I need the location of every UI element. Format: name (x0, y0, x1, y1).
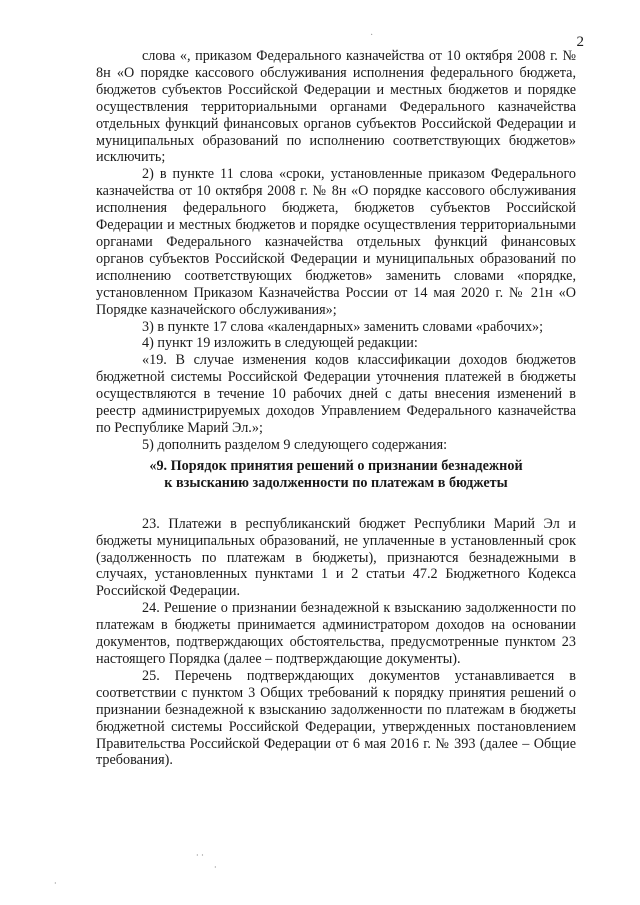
section-heading-line-2: к взысканию задолженности по платежам в бюджеты (164, 474, 508, 491)
paragraph-point-19: «19. В случае изменения кодов классификации доходов бюджетов бюджетной системы Российской Федерации уточнения платежей в бюджеты осуществляются в течение 10 рабочих дней с даты внесения изменений в реестр администрируемых доходов Управлением Федерального казначейства по Республике Марий Эл.»; (96, 352, 576, 436)
section-9-heading (96, 458, 576, 492)
scan-speck: ⸳ ⸳ (196, 849, 204, 860)
paragraph-item-2: 2) в пункте 11 слова «сроки, установленные приказом Федерального казначейства от 10 октября 2008 г. № 8н «О порядке кассового обслуживания исполнения федерального бюджета, бюджетов субъектов Российской Федерации и местных бюджетов и порядке осуществления территориальными органами Федерального казначейства отдельных функций финансовых органов субъектов Российской Федерации и муниципальных образований по исполнению соответствующих бюджетов» заменить словами «порядке, установленном Приказом Казначейства России от 14 мая 2020 г. № 21н «О Порядке казначейского обслуживания»; (96, 166, 576, 318)
section-spacer (96, 492, 576, 516)
paragraph-point-25: 25. Перечень подтверждающих документов устанавливается в соответствии с пунктом 3 Общих требований к порядку принятия решений о признании безнадежной к взысканию задолженности по платежам в бюджеты бюджетной системы Российской Федерации, утвержденных постановлением Правительства Российской Федерации от 6 мая 2016 г. № 393 (далее – Общие требования). (96, 667, 576, 769)
paragraph-clause-1-continuation: слова «, приказом Федерального казначейства от 10 октября 2008 г. № 8н «О порядке кассового обслуживания исполнения федерального бюджета, бюджетов субъектов Российской Федерации и местных бюджетов и порядке осуществления территориальными органами Федерального казначейства отдельных функций финансовых органов субъектов Российской Федерации и муниципальных образований по исполнению соответствующих бюджетов» исключить; (96, 48, 576, 166)
section-heading-line-1: «9. Порядок принятия решений о признании безнадежной (149, 457, 523, 474)
paragraph-item-5: 5) дополнить разделом 9 следующего содержания: (142, 436, 448, 453)
document-body (96, 48, 576, 769)
paragraph-item-4: 4) пункт 19 изложить в следующей редакции: (142, 335, 418, 352)
scan-speck: ⸳ (214, 861, 217, 872)
paragraph-point-23: 23. Платежи в республиканский бюджет Республики Марий Эл и бюджеты муниципальных образований, не уплаченные в установленный срок (задолженность по платежам в бюджеты), признаются безнадежными в случаях, установленных пунктами 1 и 2 статьи 47.2 Бюджетного Кодекса Российской Федерации. (96, 515, 576, 600)
page-number: 2 (576, 34, 584, 50)
scan-speck: · (370, 30, 374, 41)
scan-speck: ⸳ (54, 877, 57, 888)
paragraph-point-24: 24. Решение о признании безнадежной к взысканию задолженности по платежам в бюджеты принимается администратором доходов на основании документов, подтверждающих обстоятельства, предусмотренные пунктом 23 настоящего Порядка (далее – подтверждающие документы). (96, 600, 576, 667)
paragraph-item-3: 3) в пункте 17 слова «календарных» заменить словами «рабочих»; (142, 318, 544, 335)
